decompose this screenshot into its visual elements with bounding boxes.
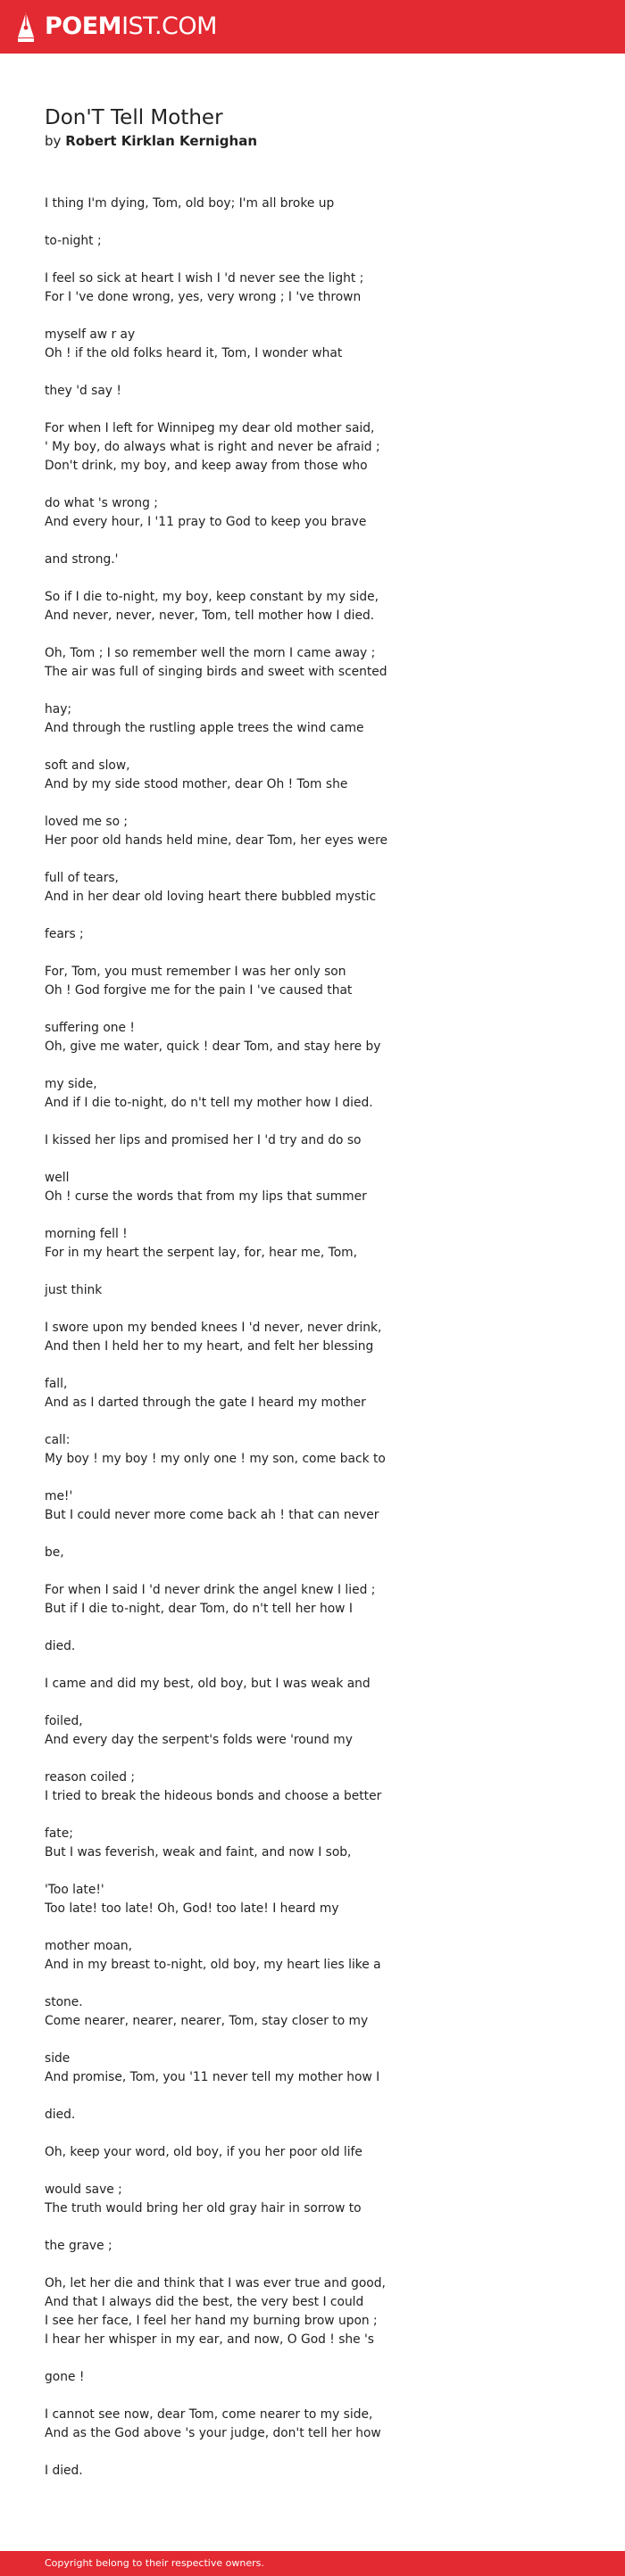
poem-line: I swore upon my bended knees I 'd never, never drink, — [45, 1321, 382, 1335]
poem-stanza — [45, 382, 598, 401]
logo-bold-text: POEM — [45, 12, 122, 40]
poem-line: Oh ! curse the words that from my lips that summer — [45, 1189, 367, 1204]
poem-line: And in my breast to-night, old boy, my heart lies like a — [45, 1958, 381, 1972]
poem-line: I came and did my best, old boy, but I was weak and — [45, 1677, 371, 1691]
poem-line: to-night ; — [45, 234, 102, 248]
poem-line: side — [45, 2051, 71, 2066]
poem-stanza — [45, 2406, 598, 2443]
poem-line: reason coiled ; — [45, 1770, 136, 1785]
poem-line: be, — [45, 1545, 64, 1560]
poem-stanza — [45, 1712, 598, 1750]
poem-stanza — [45, 2181, 598, 2218]
poem-stanza — [45, 232, 598, 251]
poem-line: And as the God above 's your judge, don't tell her how — [45, 2426, 381, 2440]
poem-byline — [45, 130, 257, 152]
poem-line: Her poor old hands held mine, dear Tom, her eyes were — [45, 833, 388, 848]
poem-stanza — [45, 2237, 598, 2256]
poem-line: hay; — [45, 702, 72, 716]
poem-line: full of tears, — [45, 871, 119, 885]
poem-line: I cannot see now, dear Tom, come nearer to my side, — [45, 2407, 373, 2422]
poem-line: suffering one ! — [45, 1021, 135, 1035]
poem-stanza — [45, 2050, 598, 2087]
poem-body — [45, 195, 598, 2499]
poem-line: My boy ! my boy ! my only one ! my son, come back to — [45, 1452, 386, 1466]
poem-stanza — [45, 2462, 598, 2481]
poem-stanza — [45, 1225, 598, 1263]
site-logo[interactable] — [45, 12, 217, 42]
by-label: by — [45, 133, 62, 149]
poem-line: I thing I'm dying, Tom, old boy; I'm all broke up — [45, 196, 335, 211]
copyright-text: Copyright belong to their respective owners. — [45, 2557, 264, 2569]
poem-line: For when I left for Winnipeg my dear old mother said, — [45, 421, 375, 435]
poem-stanza — [45, 1544, 598, 1562]
poem-line: I died. — [45, 2464, 83, 2478]
poem-line: ' My boy, do always what is right and never be afraid ; — [45, 440, 380, 454]
poem-stanza — [45, 2143, 598, 2162]
poem-line: And that I always did the best, the very best I could — [45, 2295, 364, 2309]
poem-stanza — [45, 2106, 598, 2125]
site-footer — [0, 2551, 625, 2576]
poem-title: Don'T Tell Mother — [45, 106, 223, 129]
poem-stanza — [45, 1169, 598, 1206]
poem-stanza — [45, 1581, 598, 1619]
poem-line: Oh, keep your word, old boy, if you her poor old life — [45, 2145, 362, 2159]
poem-line: the grave ; — [45, 2239, 112, 2253]
poem-stanza — [45, 494, 598, 532]
poem-line: do what 's wrong ; — [45, 496, 158, 510]
poem-line: call: — [45, 1433, 71, 1447]
logo-light-text: IST.COM — [121, 12, 217, 40]
poem-line: And by my side stood mother, dear Oh ! Tom she — [45, 777, 348, 791]
poem-line: 'Too late!' — [45, 1883, 104, 1897]
poem-stanza — [45, 1993, 598, 2031]
poem-line: fears ; — [45, 927, 84, 941]
pen-nib-icon[interactable] — [16, 11, 36, 43]
poem-line: foiled, — [45, 1714, 83, 1728]
poem-line: And every day the serpent's folds were 'round my — [45, 1733, 353, 1747]
poem-stanza — [45, 963, 598, 1000]
poem-line: died. — [45, 1639, 76, 1653]
poem-line: morning fell ! — [45, 1227, 128, 1241]
poem-stanza — [45, 1019, 598, 1056]
poem-line: Oh, Tom ; I so remember well the morn I came away ; — [45, 646, 376, 660]
poem-stanza — [45, 1075, 598, 1113]
poem-stanza — [45, 1281, 598, 1300]
author-name[interactable]: Robert Kirklan Kernighan — [65, 133, 258, 149]
poem-line: just think — [45, 1283, 103, 1297]
poem-line: But I was feverish, weak and faint, and now I sob, — [45, 1845, 352, 1860]
site-header — [0, 0, 625, 54]
poem-line: and strong.' — [45, 552, 119, 567]
poem-line: Oh, let her die and think that I was ever true and good, — [45, 2276, 386, 2290]
poem-line: Come nearer, nearer, nearer, Tom, stay closer to my — [45, 2014, 369, 2028]
poem-line: I feel so sick at heart I wish I 'd never see the light ; — [45, 271, 364, 286]
poem-line: For when I said I 'd never drink the angel knew I lied ; — [45, 1583, 376, 1597]
poem-line: gone ! — [45, 2370, 85, 2384]
poem-stanza — [45, 925, 598, 944]
poem-line: And then I held her to my heart, and felt her blessing — [45, 1339, 374, 1354]
poem-line: And every hour, I '11 pray to God to keep you brave — [45, 515, 367, 529]
poem-stanza — [45, 869, 598, 907]
poem-line: Oh ! God forgive me for the pain I 've caused that — [45, 983, 353, 998]
poem-line: But I could never more come back ah ! that can never — [45, 1508, 379, 1522]
poem-line: mother moan, — [45, 1939, 133, 1953]
poem-line: For, Tom, you must remember I was her only son — [45, 965, 346, 979]
poem-stanza — [45, 813, 598, 850]
poem-line: I kissed her lips and promised her I 'd try and do so — [45, 1133, 362, 1147]
poem-line: soft and slow, — [45, 758, 130, 773]
poem-line: well — [45, 1171, 70, 1185]
poem-stanza — [45, 1319, 598, 1356]
poem-line: And in her dear old loving heart there bubbled mystic — [45, 890, 377, 904]
poem-line: died. — [45, 2108, 76, 2122]
poem-stanza — [45, 1637, 598, 1656]
poem-line: I hear her whisper in my ear, and now, O God ! she 's — [45, 2332, 374, 2347]
poem-line: Too late! too late! Oh, God! too late! I heard my — [45, 1901, 339, 1916]
poem-stanza — [45, 1375, 598, 1412]
poem-line: they 'd say ! — [45, 384, 121, 398]
poem-line: Oh, give me water, quick ! dear Tom, and stay here by — [45, 1040, 381, 1054]
poem-line: fate; — [45, 1826, 73, 1841]
poem-line: I tried to break the hideous bonds and choose a better — [45, 1789, 382, 1803]
poem-line: And as I darted through the gate I heard my mother — [45, 1396, 366, 1410]
poem-line: But if I die to-night, dear Tom, do n't tell her how I — [45, 1602, 353, 1616]
poem-stanza — [45, 1937, 598, 1975]
poem-line: And never, never, never, Tom, tell mother how I died. — [45, 609, 375, 623]
poem-stanza — [45, 1431, 598, 1469]
poem-line: would save ; — [45, 2183, 122, 2197]
poem-stanza — [45, 644, 598, 682]
poem-stanza — [45, 1131, 598, 1150]
poem-line: The truth would bring her old gray hair in sorrow to — [45, 2201, 362, 2216]
poem-stanza — [45, 2368, 598, 2387]
poem-line: fall, — [45, 1377, 68, 1391]
poem-line: And through the rustling apple trees the wind came — [45, 721, 364, 735]
poem-line: And promise, Tom, you '11 never tell my mother how I — [45, 2070, 380, 2084]
poem-line: And if I die to-night, do n't tell my mother how I died. — [45, 1096, 373, 1110]
poem-line: myself aw r ay — [45, 327, 136, 342]
poem-stanza — [45, 1881, 598, 1918]
poem-stanza — [45, 2274, 598, 2349]
poem-stanza — [45, 700, 598, 738]
poem-line: my side, — [45, 1077, 97, 1091]
poem-stanza — [45, 588, 598, 625]
poem-stanza — [45, 1768, 598, 1806]
poem-line: Oh ! if the old folks heard it, Tom, I wonder what — [45, 346, 343, 360]
poem-stanza — [45, 757, 598, 794]
poem-line: loved me so ; — [45, 815, 129, 829]
poem-stanza — [45, 326, 598, 363]
poem-line: The air was full of singing birds and sweet with scented — [45, 665, 388, 679]
poem-line: me!' — [45, 1489, 73, 1503]
poem-line: For I 've done wrong, yes, very wrong ; I 've thrown — [45, 290, 362, 304]
poem-line: So if I die to-night, my boy, keep constant by my side, — [45, 590, 379, 604]
poem-stanza — [45, 1825, 598, 1862]
poem-stanza — [45, 269, 598, 307]
poem-stanza — [45, 551, 598, 569]
poem-stanza — [45, 1675, 598, 1694]
poem-line: Don't drink, my boy, and keep away from those who — [45, 459, 368, 473]
poem-line: For in my heart the serpent lay, for, hear me, Tom, — [45, 1246, 357, 1260]
poem-stanza — [45, 419, 598, 476]
poem-line: I see her face, I feel her hand my burning brow upon ; — [45, 2314, 378, 2328]
poem-line: stone. — [45, 1995, 83, 2009]
poem-stanza — [45, 195, 598, 213]
poem-stanza — [45, 1487, 598, 1525]
